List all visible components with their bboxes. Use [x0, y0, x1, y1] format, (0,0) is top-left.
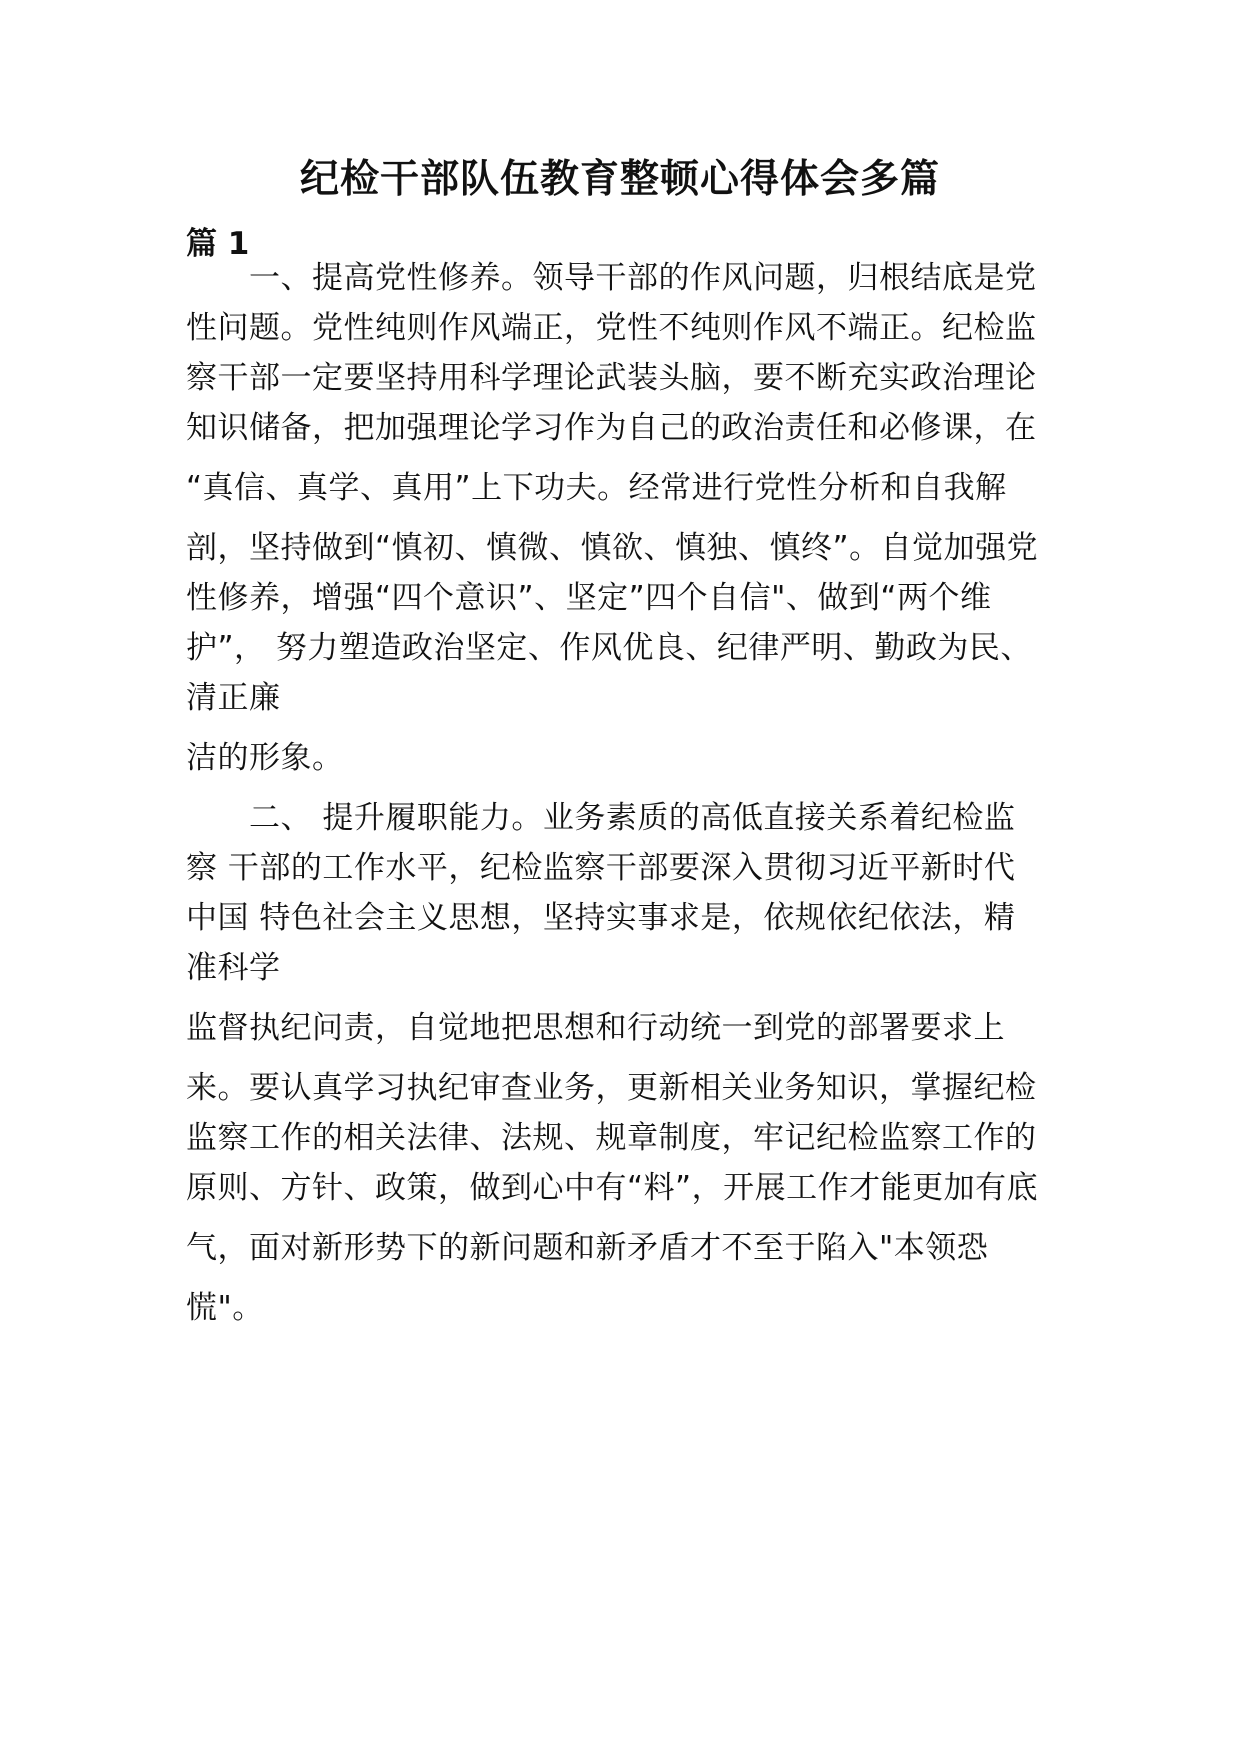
paragraph-line: 知识储备，把加强理论学习作为自己的政治责任和必修课，在 [186, 410, 1037, 446]
paragraph-line: 来。要认真学习执纪审查业务，更新相关业务知识，掌握纪检 [186, 1070, 1037, 1106]
paragraph-line: 监察工作的相关法律、法规、规章制度，牢记纪检监察工作的 [186, 1120, 1037, 1156]
paragraph-line: 慌"。 [186, 1290, 264, 1326]
paragraph-line: 洁的形象。 [186, 740, 344, 776]
paragraph-line: 准科学 [186, 950, 281, 986]
paragraph-line: 二、 提升履职能力。业务素质的高低直接关系着纪检监 [186, 800, 1016, 836]
paragraph-line: 中国 特色社会主义思想，坚持实事求是，依规依纪依法，精 [186, 900, 1016, 936]
paragraph-line: 察 干部的工作水平，纪检监察干部要深入贯彻习近平新时代 [186, 850, 1016, 886]
paragraph-line: 清正廉 [186, 680, 281, 716]
paragraph-line: 性问题。党性纯则作风端正，党性不纯则作风不端正。纪检监 [186, 310, 1037, 346]
paragraph-line: 一、提高党性修养。领导干部的作风问题，归根结底是党 [186, 260, 1037, 296]
document-title: 纪检干部队伍教育整顿心得体会多篇 [299, 157, 940, 202]
paragraph-line: 监督执纪问责，自觉地把思想和行动统一到党的部署要求上 [186, 1010, 1005, 1046]
paragraph-line: 气，面对新形势下的新问题和新矛盾才不至于陷入"本领恐 [186, 1230, 989, 1266]
paragraph-line: 剖，坚持做到“慎初、慎微、慎欲、慎独、慎终”。自觉加强党 [186, 530, 1039, 566]
paragraph-line: 护”， 努力塑造政治坚定、作风优良、纪律严明、勤政为民、 [186, 630, 1032, 666]
paragraph-line: “真信、真学、真用”上下功夫。经常进行党性分析和自我解 [186, 470, 1007, 506]
section-label: 篇 1 [186, 226, 250, 262]
paragraph-line: 原则、方针、政策，做到心中有“料”，开展工作才能更加有底 [186, 1170, 1039, 1206]
paragraph-line: 察干部一定要坚持用科学理论武装头脑，要不断充实政治理论 [186, 360, 1037, 396]
paragraph-line: 性修养，增强“四个意识”、坚定”四个自信"、做到“两个维 [186, 580, 992, 616]
